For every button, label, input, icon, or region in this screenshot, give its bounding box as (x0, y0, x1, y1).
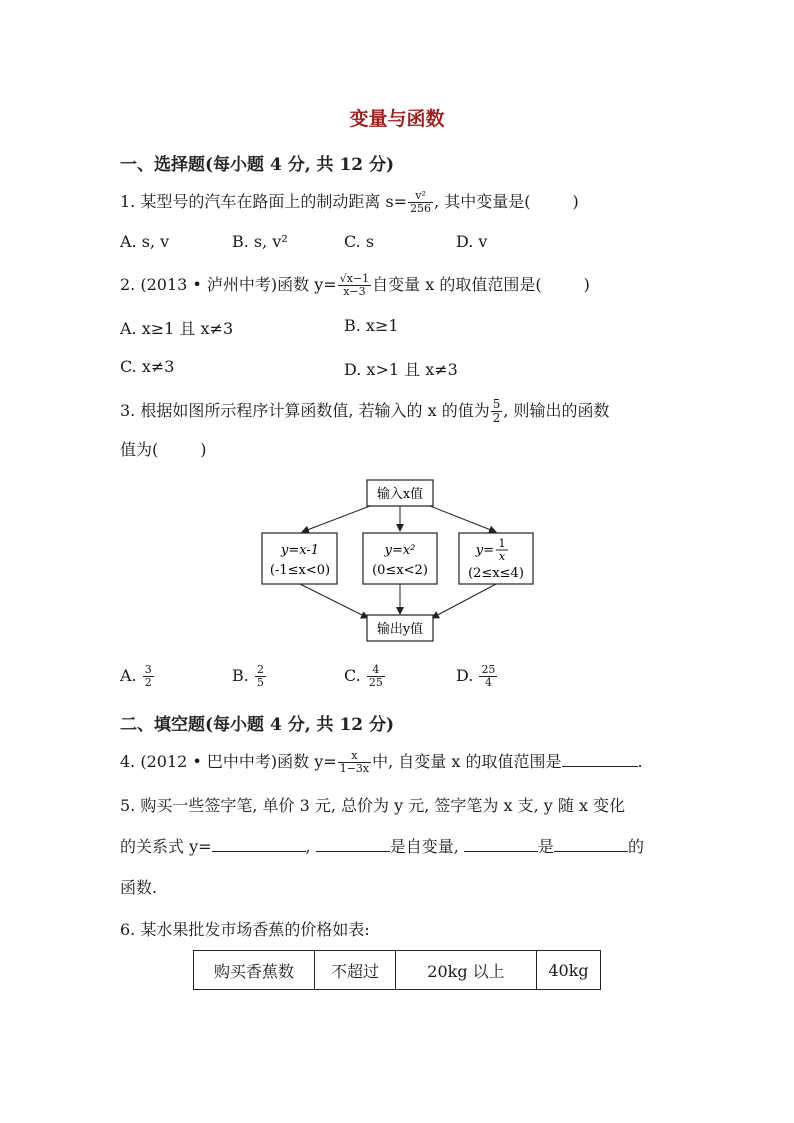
table-row (194, 951, 601, 990)
program-flowchart (250, 478, 550, 644)
q1-option-d: D. v (456, 232, 488, 251)
question-3-suffix: , 则输出的函数 (503, 401, 610, 420)
question-4 (120, 750, 643, 775)
table-cell: 不超过 (315, 951, 396, 990)
q2-option-a: A. x≥1 且 x≠3 (120, 319, 234, 338)
option-fraction (367, 664, 385, 689)
function-box-2 (363, 533, 437, 584)
q2-option-b: B. x≥1 (344, 316, 399, 335)
question-5-line3: 函数. (120, 878, 158, 897)
q2-option-c: C. x≠3 (120, 357, 175, 376)
question-5-line2 (120, 836, 644, 858)
option-fraction (143, 664, 154, 689)
question-3-text: 3. 根据如图所示程序计算函数值, 若输入的 x 的值为 (120, 401, 490, 420)
q1-option-b: B. s, v² (232, 232, 288, 251)
question-5-line1: 5. 购买一些签字笔, 单价 3 元, 总价为 y 元, 签字笔为 x 支, y 随 x 变化 (120, 796, 626, 815)
fraction-numerator: √x−1 (339, 272, 370, 285)
fraction-numerator: v² (408, 190, 433, 203)
banana-price-table (193, 950, 601, 990)
question-3 (120, 398, 610, 425)
q2-option-d: D. x>1 且 x≠3 (344, 360, 458, 379)
q5-text-e: 的 (627, 837, 644, 856)
function-box-1 (262, 533, 337, 584)
question-4-suffix: 中, 自变量 x 的取值范围是 (372, 752, 562, 771)
q3-option-a (120, 664, 155, 689)
answer-blank-independent[interactable] (316, 837, 390, 852)
box2-range: (0≤x<2) (372, 563, 428, 578)
question-4-fraction (338, 750, 371, 775)
fraction-numerator: 5 (492, 397, 501, 411)
fraction-denominator: 256 (410, 202, 432, 215)
answer-blank-relation[interactable] (212, 837, 306, 852)
fraction-denominator: x−3 (343, 285, 366, 298)
function-box-3 (459, 533, 533, 584)
box3-numerator: 1 (498, 537, 506, 550)
fraction-denominator: 25 (368, 676, 383, 689)
fraction-denominator: 2 (144, 676, 152, 689)
question-2 (120, 273, 590, 298)
question-1-text: 1. 某型号的汽车在路面上的制动距离 s= (120, 192, 408, 211)
arrow-to-box1 (302, 506, 370, 532)
q1-option-c: C. s (344, 232, 375, 251)
page-title: 变量与函数 (349, 108, 445, 130)
output-box (367, 615, 433, 641)
table-cell: 20kg 以上 (396, 951, 537, 990)
box1-range: (-1≤x<0) (269, 563, 331, 578)
box3-range: (2≤x≤4) (468, 566, 524, 581)
section-heading-choice: 一、选择题(每小题 4 分, 共 12 分) (120, 155, 395, 175)
question-1-suffix: , 其中变量是( (434, 192, 531, 211)
fraction-numerator: x (338, 750, 371, 763)
question-1-fraction (408, 190, 433, 215)
option-label: B. (232, 666, 249, 685)
q3-option-d (456, 664, 498, 689)
fraction-numerator: 25 (481, 663, 496, 676)
q1-option-a: A. s, v (120, 232, 170, 251)
question-2-suffix: 自变量 x 的取值范围是( (372, 275, 542, 294)
option-fraction (479, 664, 497, 689)
question-4-text: 4. (2012 • 巴中中考)函数 y= (120, 752, 337, 771)
input-box (367, 480, 433, 506)
input-label: 输入x值 (376, 487, 424, 502)
fraction-denominator: 1−3x (339, 762, 370, 775)
q5-comma: , (305, 837, 311, 856)
question-1 (120, 190, 579, 215)
fraction-denominator: 5 (256, 676, 264, 689)
section-heading-fill: 二、填空题(每小题 4 分, 共 12 分) (120, 715, 395, 735)
fraction-denominator: 4 (484, 676, 492, 689)
box2-expression: y=x² (384, 543, 416, 558)
fraction-numerator: 3 (144, 663, 152, 676)
option-label: A. (120, 666, 137, 685)
box3-expression: y= (475, 543, 494, 558)
question-6: 6. 某水果批发市场香蕉的价格如表: (120, 920, 370, 939)
answer-blank[interactable] (562, 752, 638, 767)
arrow-to-box3 (430, 506, 496, 532)
fraction-denominator: 2 (492, 411, 501, 425)
question-3-line2 (120, 439, 207, 461)
output-label: 输出y值 (376, 622, 424, 637)
paren-close: ) (572, 192, 579, 211)
paren-close: ) (200, 440, 207, 459)
option-fraction (255, 664, 266, 689)
fraction-numerator: 2 (256, 663, 264, 676)
table-cell: 40kg (537, 951, 601, 990)
question-2-fraction (338, 273, 371, 298)
table-cell: 购买香蕉数 (194, 951, 315, 990)
q5-text-d: 是 (537, 837, 554, 856)
answer-blank-dependent[interactable] (464, 837, 538, 852)
question-2-text: 2. (2013 • 泸州中考)函数 y= (120, 275, 337, 294)
arrow-from-box3 (432, 584, 496, 618)
paren-close: ) (583, 275, 590, 294)
period: . (637, 752, 643, 771)
q3-option-b (232, 664, 267, 689)
option-label: D. (456, 666, 474, 685)
q5-text-a: 的关系式 y= (120, 837, 212, 856)
q5-text-c: 是自变量, (389, 837, 459, 856)
q3-option-c (344, 664, 386, 689)
box1-expression: y=x-1 (280, 543, 320, 558)
answer-blank-of[interactable] (554, 837, 628, 852)
arrow-from-box1 (300, 584, 368, 618)
option-label: C. (344, 666, 361, 685)
question-3-line2-text: 值为( (120, 440, 159, 459)
question-3-fraction (491, 398, 503, 425)
box3-denominator: x (498, 550, 506, 563)
fraction-numerator: 4 (367, 664, 385, 677)
